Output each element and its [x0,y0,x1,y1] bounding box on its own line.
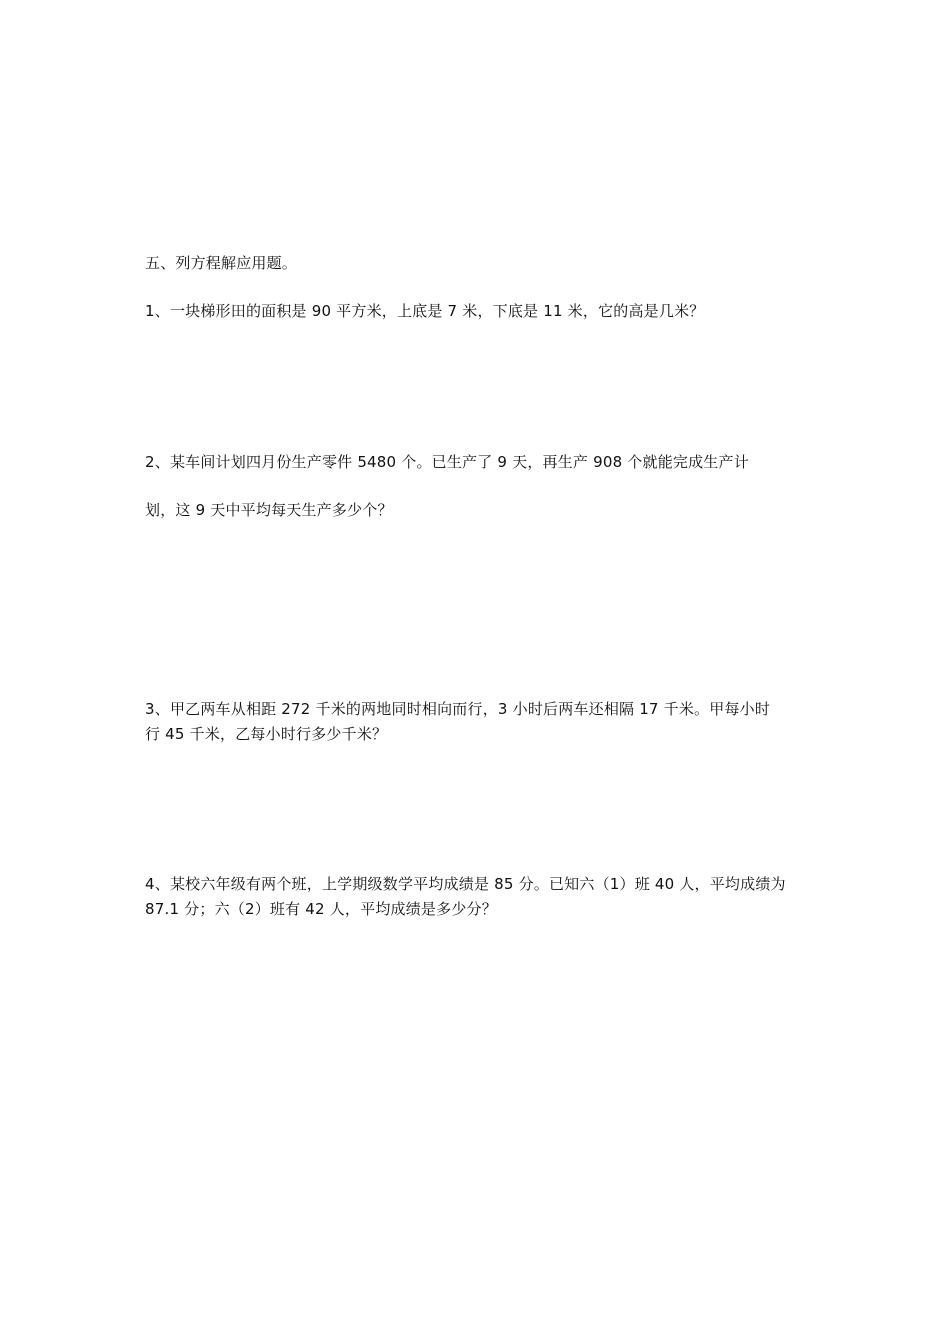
section-heading: 五、列方程解应用题。 [145,254,298,272]
question-3-line-1: 3、甲乙两车从相距 272 千米的两地同时相向而行，3 小时后两车还相隔 17 千米。甲每小时 [145,700,771,718]
question-4-line-1: 4、某校六年级有两个班，上学期级数学平均成绩是 85 分。已知六（1）班 40 人，平均成绩为 [145,875,786,893]
question-2-line-2: 划，这 9 天中平均每天生产多少个？ [145,501,393,519]
question-3-line-2: 行 45 千米，乙每小时行多少千米？ [145,725,388,743]
question-4-line-2: 87.1 分；六（2）班有 42 人，平均成绩是多少分？ [145,900,497,918]
question-1-line-1: 1、一块梯形田的面积是 90 平方米，上底是 7 米，下底是 11 米，它的高是几米？ [145,302,705,320]
question-2-line-1: 2、某车间计划四月份生产零件 5480 个。已生产了 9 天，再生产 908 个就能完成生产计 [145,453,749,471]
